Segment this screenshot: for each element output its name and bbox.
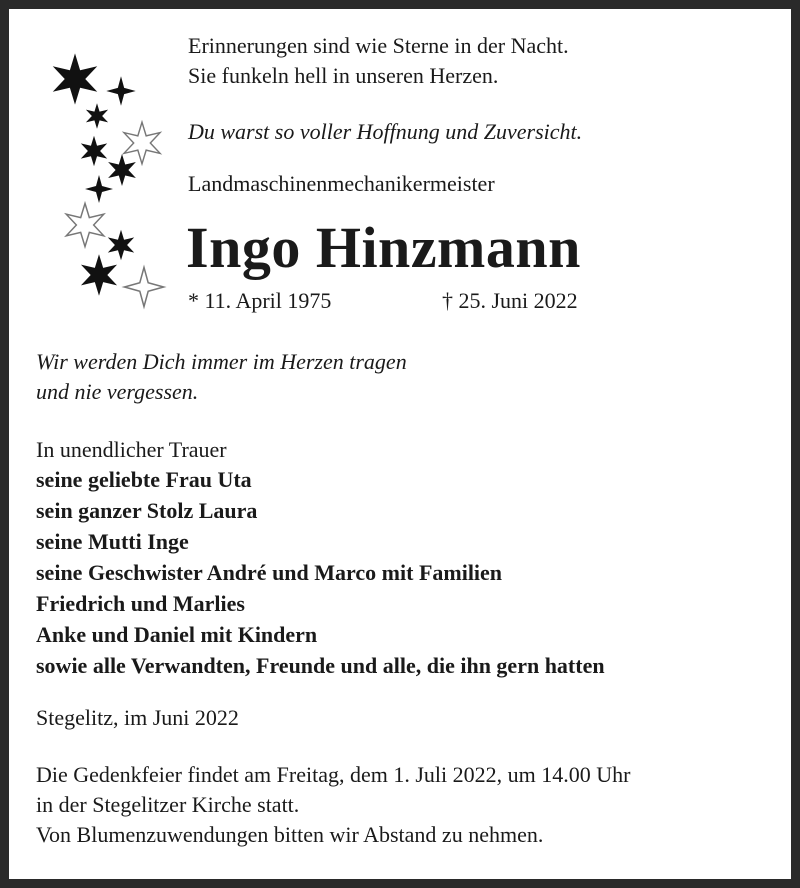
- mourner-line: Friedrich und Marlies: [36, 591, 245, 616]
- mourner-line: sowie alle Verwandten, Freunde und alle, die ihn gern hatten: [36, 653, 605, 678]
- quote-line: Wir werden Dich immer im Herzen tragen: [36, 349, 407, 374]
- deceased-name: Ingo Hinzmann: [186, 215, 581, 280]
- mourners-intro: In unendlicher Trauer: [36, 437, 227, 462]
- obituary-notice: [9, 9, 791, 879]
- notice-line: Die Gedenkfeier findet am Freitag, dem 1. Juli 2022, um 14.00 Uhr: [36, 762, 631, 787]
- verse-line: Sie funkeln hell in unseren Herzen.: [188, 63, 499, 88]
- quote-line: und nie vergessen.: [36, 379, 199, 404]
- mourner-line: seine Geschwister André und Marco mit Familien: [36, 560, 503, 585]
- notice-line: in der Stegelitzer Kirche statt.: [36, 792, 300, 817]
- mourner-line: seine Mutti Inge: [36, 529, 189, 554]
- place-date: Stegelitz, im Juni 2022: [36, 705, 239, 730]
- verse-line: Erinnerungen sind wie Sterne in der Nacht.: [188, 33, 569, 58]
- death-date: † 25. Juni 2022: [442, 288, 578, 313]
- mourner-line: sein ganzer Stolz Laura: [36, 498, 258, 523]
- birth-date: * 11. April 1975: [188, 288, 332, 313]
- mourner-line: Anke und Daniel mit Kindern: [36, 622, 318, 647]
- notice-line: Von Blumenzuwendungen bitten wir Abstand zu nehmen.: [36, 822, 544, 847]
- motto: Du warst so voller Hoffnung und Zuversicht.: [188, 119, 583, 144]
- mourner-line: seine geliebte Frau Uta: [36, 467, 252, 492]
- stars-icon: [39, 39, 179, 319]
- profession: Landmaschinenmechanikermeister: [188, 171, 495, 196]
